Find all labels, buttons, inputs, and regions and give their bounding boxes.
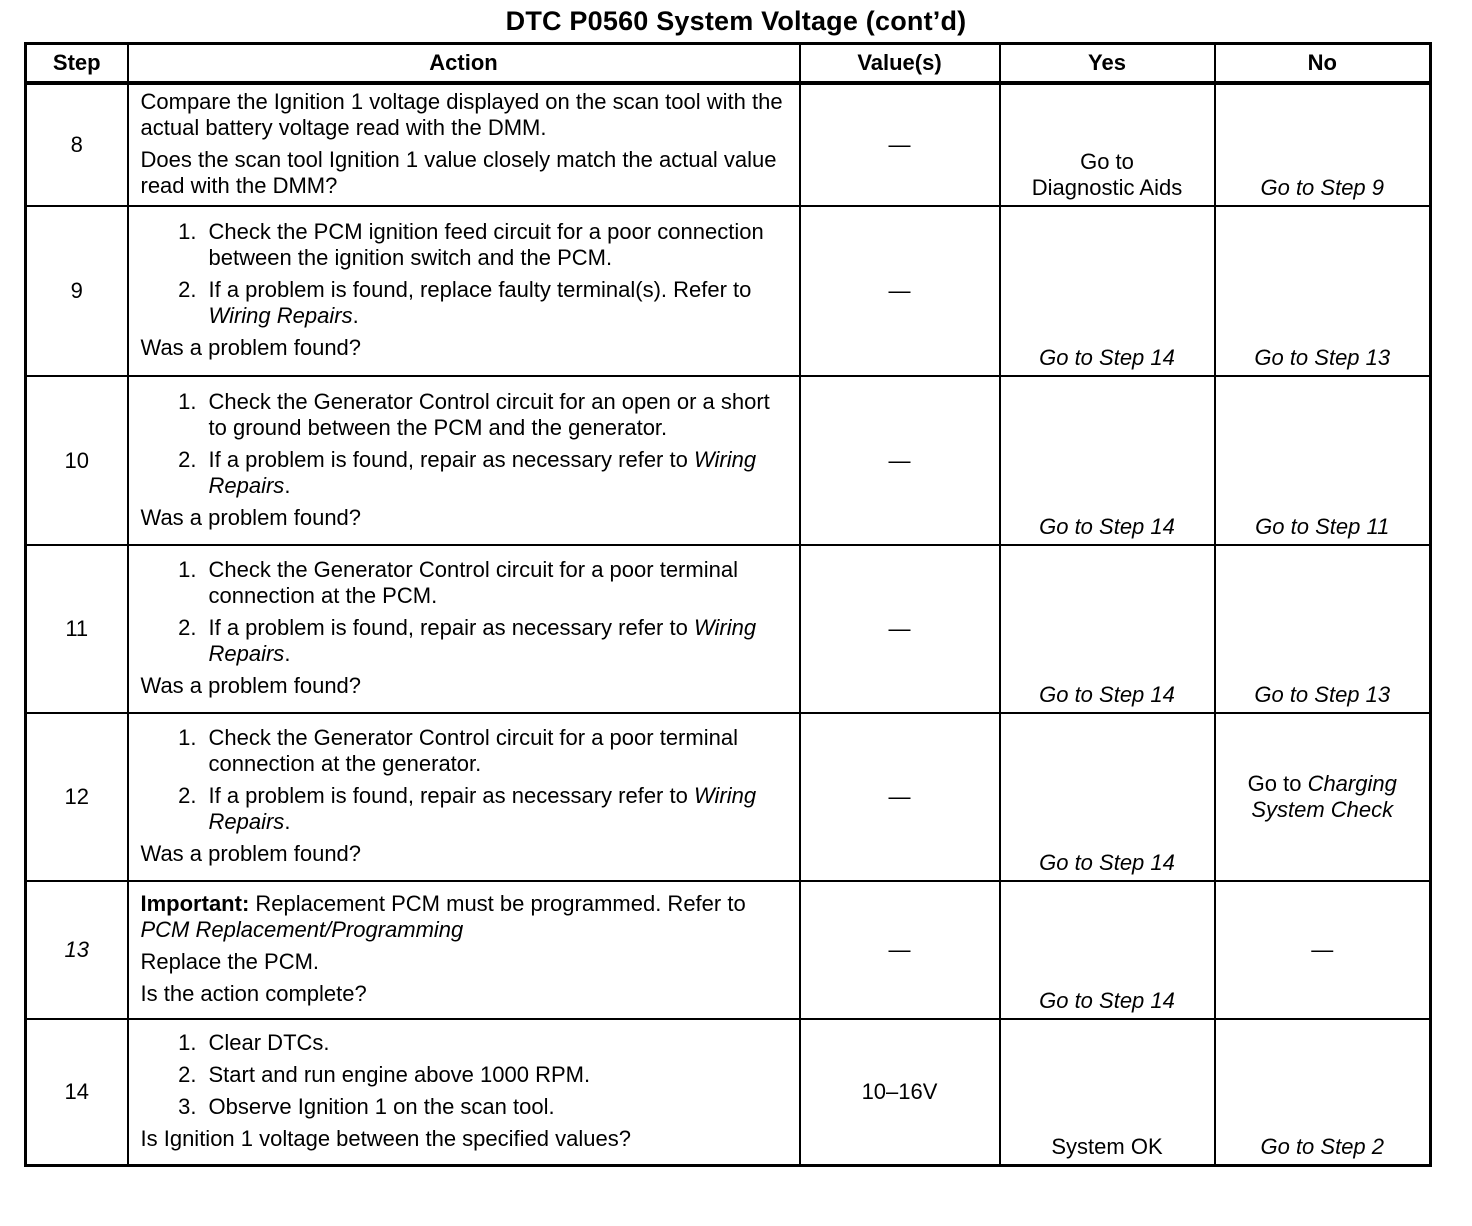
table-row-step-8 <box>26 83 1431 206</box>
value-cell: 10–16V <box>800 1019 1000 1165</box>
action-text: Replace the PCM. <box>140 949 320 974</box>
value-cell: — <box>800 881 1000 1019</box>
no-cell: Go to Step 2 <box>1215 1019 1431 1165</box>
action-list-item: 1. Clear DTCs. <box>178 1029 330 1055</box>
action-list-item: 2. Start and run engine above 1000 RPM. <box>178 1061 591 1087</box>
action-list-item: 2. If a problem is found, replace faulty terminal(s). Refer to Wiring Repairs. <box>178 277 752 328</box>
yes-cell: Go to Step 14 <box>1000 881 1215 1019</box>
action-text: Compare the Ignition 1 voltage displayed on the scan tool with the actual battery voltage read with the DMM. <box>140 89 783 140</box>
reference-link: Wiring Repairs <box>208 446 757 498</box>
value-cell: — <box>800 713 1000 881</box>
reference-link: PCM Replacement/Programming <box>140 917 464 942</box>
table-row-step-13 <box>26 881 1431 1019</box>
important-note: Important: Replacement PCM must be programmed. Refer to PCM Replacement/Programming <box>140 891 746 942</box>
action-cell <box>128 713 800 881</box>
step-number: 8 <box>26 83 128 206</box>
action-cell <box>128 545 800 713</box>
action-list-item: 2. If a problem is found, repair as necessary refer to Wiring Repairs. <box>178 615 757 666</box>
value-cell: — <box>800 83 1000 206</box>
value-cell: — <box>800 545 1000 713</box>
reference-link: Wiring Repairs <box>208 615 757 666</box>
action-cell <box>128 1019 800 1165</box>
action-list-item: 1. Check the Generator Control circuit for a poor terminal connection at the generator. <box>178 725 738 776</box>
reference-link: Wiring Repairs <box>208 303 353 328</box>
header-values: Value(s) <box>800 44 1000 84</box>
yes-cell: Go to Step 14 <box>1000 376 1215 545</box>
header-yes: Yes <box>1000 44 1215 84</box>
value-cell: — <box>800 206 1000 376</box>
action-cell <box>128 83 800 206</box>
page-title: DTC P0560 System Voltage (cont’d) <box>505 6 967 36</box>
reference-link: Wiring Repairs <box>208 783 757 834</box>
action-list-item: 1. Check the Generator Control circuit for a poor terminal connection at the PCM. <box>178 557 738 608</box>
reference-link: Charging System Check <box>1251 771 1397 822</box>
no-cell: Go to Step 13 <box>1215 545 1431 713</box>
value-cell: — <box>800 376 1000 545</box>
table-header-row <box>26 44 1431 84</box>
action-cell <box>128 206 800 376</box>
action-question: Is the action complete? <box>140 981 367 1006</box>
action-question: Was a problem found? <box>140 504 362 530</box>
no-cell: Go to Step 11 <box>1215 376 1431 545</box>
action-list-item: 1. Check the Generator Control circuit for an open or a short to ground between the PCM and the generator. <box>178 388 770 440</box>
step-number: 12 <box>26 713 128 881</box>
action-list-item: 1. Check the PCM ignition feed circuit for a poor connection between the ignition switch and the PCM. <box>178 219 764 270</box>
action-question: Is Ignition 1 voltage between the specified values? <box>140 1125 631 1151</box>
table-row-step-14 <box>26 1019 1431 1165</box>
no-cell: Go to Step 13 <box>1215 206 1431 376</box>
yes-link-line1: Go to <box>1080 149 1134 174</box>
action-cell <box>128 376 800 545</box>
action-list-item: 2. If a problem is found, repair as necessary refer to Wiring Repairs. <box>178 783 757 834</box>
diagnostic-table <box>24 42 1432 1167</box>
yes-cell <box>1000 83 1215 206</box>
header-step: Step <box>26 44 128 84</box>
action-question: Was a problem found? <box>140 335 362 360</box>
action-question: Does the scan tool Ignition 1 value closely match the actual value read with the DMM? <box>140 147 777 198</box>
no-prefix: Go to <box>1247 771 1308 796</box>
step-number: 13 <box>26 881 128 1019</box>
step-number: 14 <box>26 1019 128 1165</box>
table-row-step-9 <box>26 206 1431 376</box>
step-number: 9 <box>26 206 128 376</box>
table-row-step-12 <box>26 713 1431 881</box>
header-no: No <box>1215 44 1431 84</box>
action-question: Was a problem found? <box>140 673 362 698</box>
yes-cell: System OK <box>1000 1019 1215 1165</box>
yes-cell: Go to Step 14 <box>1000 545 1215 713</box>
no-cell <box>1215 713 1431 881</box>
action-cell <box>128 881 800 1019</box>
table-row-step-10 <box>26 376 1431 545</box>
yes-cell: Go to Step 14 <box>1000 206 1215 376</box>
action-question: Was a problem found? <box>140 841 362 866</box>
no-cell: — <box>1215 881 1431 1019</box>
action-list-item: 2. If a problem is found, repair as necessary refer to Wiring Repairs. <box>178 446 757 498</box>
step-number: 11 <box>26 545 128 713</box>
yes-cell: Go to Step 14 <box>1000 713 1215 881</box>
action-list-item: 3. Observe Ignition 1 on the scan tool. <box>178 1093 555 1119</box>
step-number: 10 <box>26 376 128 545</box>
table-row-step-11 <box>26 545 1431 713</box>
no-cell: Go to Step 9 <box>1215 83 1431 206</box>
yes-link-line2: Diagnostic Aids <box>1031 175 1183 200</box>
header-action: Action <box>128 44 800 84</box>
